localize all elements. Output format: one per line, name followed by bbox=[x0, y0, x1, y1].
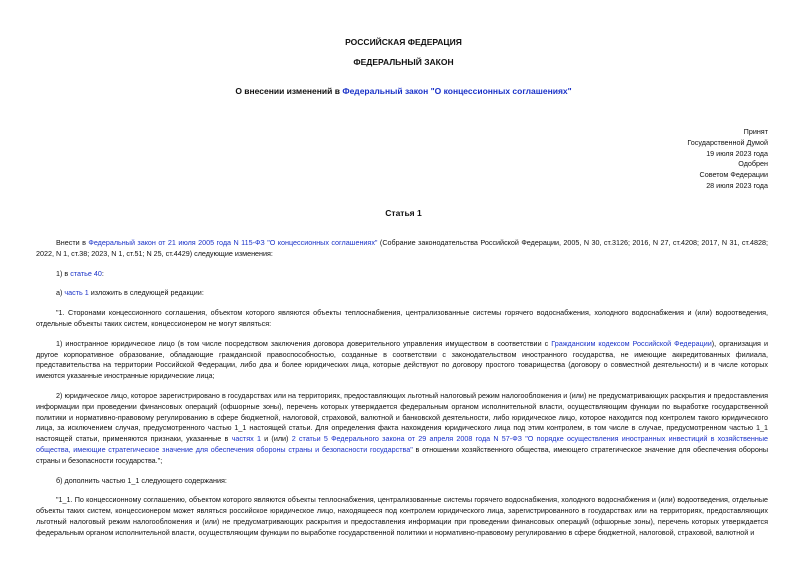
adoption-line: 28 июля 2023 года bbox=[706, 180, 768, 190]
text-run: и (или) bbox=[260, 434, 292, 444]
paragraph-intro bbox=[36, 238, 768, 260]
paragraph-item-a bbox=[36, 288, 768, 299]
paragraph-item-b: б) дополнить частью 1_1 следующего содержания: bbox=[56, 475, 227, 485]
text-run: 1) в bbox=[56, 268, 71, 278]
article-heading: Статья 1 bbox=[385, 208, 422, 218]
text-run: ), организация и другое корпоративное образование, обладающие гражданской правоспособностью, созданные в соответствии с законодательством иностранного государства, не имеющие аккредитованных филиала, представительства на территории Российской Федерации, либо два и более юридических лица, которые действуют по договору простого товарищества (договору о совместной деятельности) и в числе которых имеются указанные иностранные юридические лица; bbox=[36, 338, 768, 381]
country-heading: РОССИЙСКАЯ ФЕДЕРАЦИЯ bbox=[345, 37, 462, 47]
civil-code-link[interactable]: Гражданским кодексом Российской Федерации bbox=[551, 338, 712, 348]
adoption-line: 19 июля 2023 года bbox=[706, 148, 768, 158]
law-title bbox=[0, 86, 807, 96]
paragraph-part-1: "1. Сторонами концессионного соглашения, объектом которого являются объекты теплоснабжения, централизованные системы горячего водоснабжения, холодного водоснабжения и (или) водоотведения, отдельные объекты таких систем, концессионером не могут являться: bbox=[36, 308, 768, 328]
adoption-line: Советом Федерации bbox=[699, 170, 768, 180]
text-run: изложить в следующей редакции: bbox=[88, 288, 204, 298]
law-115-fz-link[interactable]: Федеральный закон от 21 июля 2005 года N 115-ФЗ "О концессионных соглашениях" bbox=[88, 238, 378, 247]
text-run: а) bbox=[56, 288, 65, 298]
parts-1-link[interactable]: частях 1 bbox=[231, 434, 261, 444]
part-1-link[interactable]: часть 1 bbox=[64, 288, 89, 298]
paragraph-subitem-2 bbox=[36, 391, 768, 467]
text-run: 1) иностранное юридическое лицо (в том числе посредством заключения договора доверительного управления имуществом в соответствии с bbox=[56, 338, 552, 348]
paragraph-subitem-1 bbox=[36, 339, 768, 382]
law-title-link[interactable]: Федеральный закон "О концессионных соглашениях" bbox=[342, 86, 572, 96]
text-run: (Собрание законодательства Российской Федерации, 2005, N 30, ст.3126; 2016, N 27, ст.4208; 2017, N 31, ст.4828; 2022, N 1, ст.38; 2023, N 1, ст.51; N 25, ст.4429) следующие изменения: bbox=[36, 238, 768, 258]
paragraph-part-1-1: "1_1. По концессионному соглашению, объектом которого являются объекты теплоснабжения, централизованные системы горячего водоснабжения, холодного водоснабжения и (или) водоотведения, отдельные объекты таких систем, концессионером может являться российское юридическое лицо, находящееся под контролем юридического лица, зарегистрированного в государствах или на территориях, предоставляющих льготный налоговый режим налогообложения и (или) не предусматривающих раскрытия и предоставления информации при проведении финансовых операций (офшорные зоны), перечень которых утверждается федеральным органом исполнительной власти, осуществляющим функции по выработке государственной политики и нормативно-правовому регулированию в сфере бюджетной, налоговой, страховой, валютной и bbox=[36, 495, 768, 537]
adoption-line: Одобрен bbox=[738, 159, 768, 169]
text-run: Внести в bbox=[56, 238, 89, 247]
article-body bbox=[36, 238, 768, 539]
adoption-line: Государственной Думой bbox=[687, 137, 768, 147]
law-title-prefix: О внесении изменений в bbox=[235, 86, 343, 96]
article-40-link[interactable]: статье 40 bbox=[70, 268, 102, 278]
law-type-heading: ФЕДЕРАЛЬНЫЙ ЗАКОН bbox=[353, 57, 454, 67]
adoption-line: Принят bbox=[743, 127, 768, 136]
paragraph-item-1 bbox=[36, 269, 768, 280]
text-run: 2) юридическое лицо, которое зарегистрировано в государствах или на территориях, предоставляющих льготный налоговый режим налогообложения и (или) не предусматривающих раскрытия и предоставления информации при проведении финансовых операций (офшорные зоны), перечень которых утверждается федеральным органом исполнительной власти, осуществляющим функции по выработке государственной политики и нормативно-правовому регулированию в сфере бюджетной, налоговой, страховой, валютной и банковской деятельности, либо юридическое лицо, которое находится под контролем такого юридического лица, за исключением случая, предусмотренного частью 1_1 настоящей статьи. Для определения факта нахождения юридического лица под этим контролем, в том числе в случае, предусмотренном частью 1_1 настоящей статьи, применяются признаки, указанные в bbox=[36, 390, 768, 444]
adoption-block bbox=[687, 127, 768, 192]
text-run: в отношении хозяйственного общества, имеющего стратегическое значение для обеспечения обороны страны и безопасности государства."; bbox=[36, 444, 769, 465]
text-run: : bbox=[101, 268, 104, 278]
law-57-fz-link[interactable]: 2 статьи 5 Федерального закона от 29 апреля 2008 года N 57-ФЗ "О порядке осуществления иностранных инвестиций в хозяйственные общества, имеющие стратегическое значение для обеспечения обороны страны и безопасности государства" bbox=[36, 434, 769, 454]
